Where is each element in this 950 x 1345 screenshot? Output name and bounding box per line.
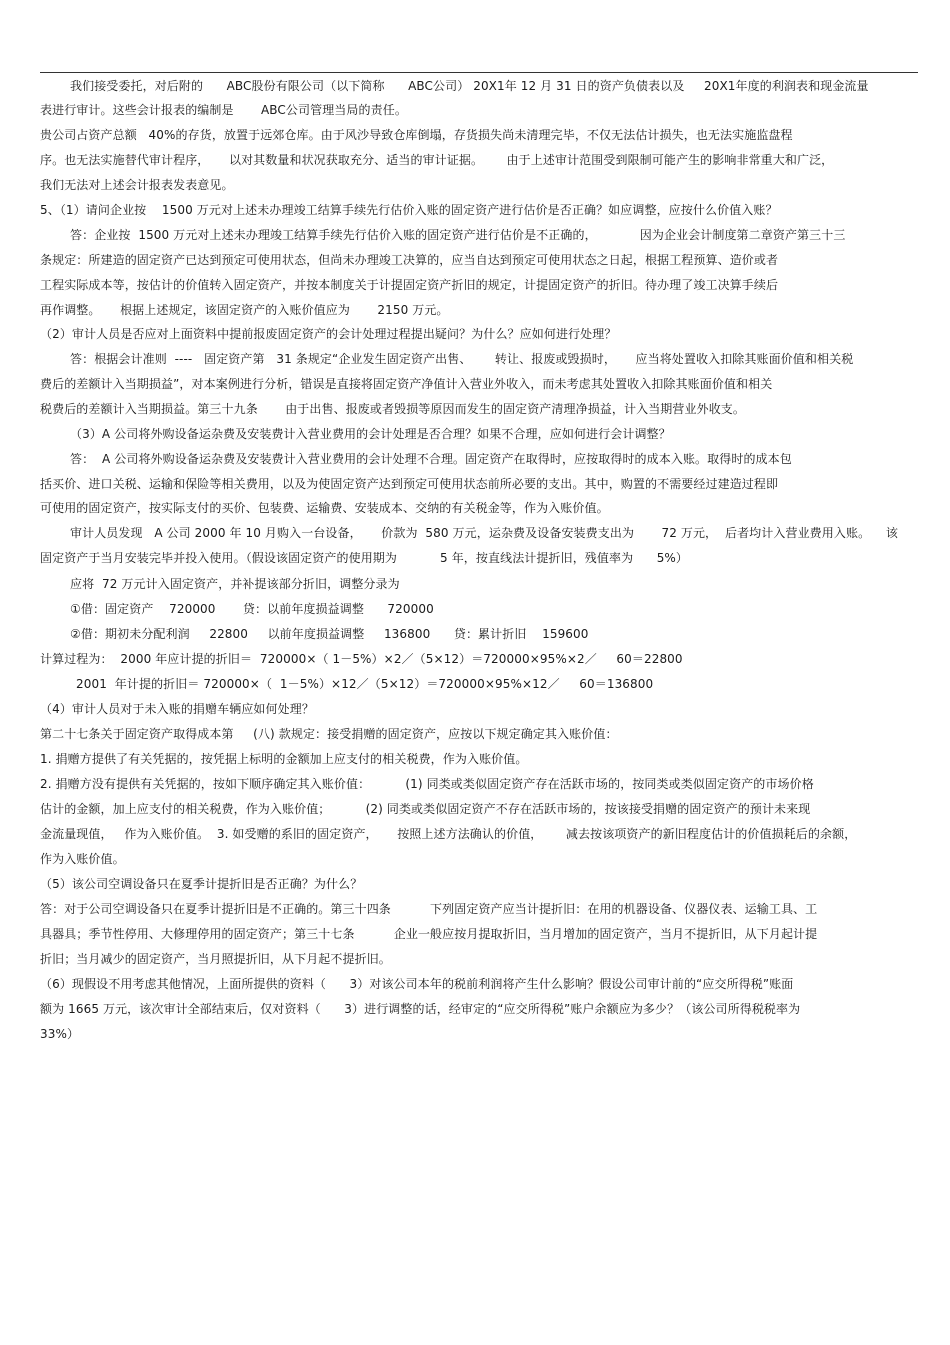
calculation-line: 计算过程为： 2000 年应计提的折旧＝ 720000×（ 1－5%）×2／（5×12）＝720000×95%×2／ 60＝22800 [40, 652, 683, 666]
text-line: 审计人员发现 A 公司 2000 年 10 月购入一台设备， 价款为 580 万元，运杂费及设备安装费支出为 72 万元， 后者均计入营业费用入账。 该 [70, 526, 898, 540]
text-line: 表进行审计。这些会计报表的编制是 ABC公司管理当局的责任。 [40, 103, 407, 117]
question-heading: （3）A 公司将外购设备运杂费及安装费计入营业费用的会计处理是否合理？如果不合理，应如何进行会计调整？ [70, 427, 671, 441]
text-line: 答： A 公司将外购设备运杂费及安装费计入营业费用的会计处理不合理。固定资产在取得时，应按取得时的成本入账。取得时的成本包 [70, 452, 792, 466]
text-line: 答：根据会计准则 ---- 固定资产第 31 条规定“企业发生固定资产出售、 转让、报废或毁损时， 应当将处置收入扣除其账面价值和相关税 [70, 352, 854, 366]
text-line: 33%） [40, 1027, 80, 1041]
text-line: 作为入账价值。 [40, 852, 125, 866]
text-line: 答：对于公司空调设备只在夏季计提折旧是不正确的。第三十四条 下列固定资产应当计提折旧：在用的机器设备、仪器仪表、运输工具、工 [40, 902, 818, 916]
question-heading: （6）现假设不用考虑其他情况，上面所提供的资料（ 3）对该公司本年的税前利润将产生什么影响？假设公司审计前的“应交所得税”账面 [40, 977, 794, 991]
journal-entry: ②借：期初未分配利润 22800 以前年度损益调整 136800 贷：累计折旧 159600 [70, 627, 589, 641]
text-line: 第二十七条关于固定资产取得成本第 (八) 款规定：接受捐赠的固定资产，应按以下规定确定其入账价值： [40, 727, 618, 741]
text-line: 固定资产于当月安装完毕并投入使用。（假设该固定资产的使用期为 5 年，按直线法计提折旧，残值率为 5%） [40, 551, 689, 565]
question-heading: （4）审计人员对于未入账的捐赠车辆应如何处理？ [40, 702, 314, 716]
text-line: 额为 1665 万元，该次审计全部结束后，仅对资料（ 3）进行调整的话，经审定的“应交所得税”账户余额应为多少？（该公司所得税税率为 [40, 1002, 801, 1016]
text-line: 贵公司占资产总额 40%的存货，放置于远郊仓库。由于风沙导致仓库倒塌，存货损失尚未清理完毕，不仅无法估计损失，也无法实施监盘程 [40, 128, 793, 142]
calculation-line: 2001 年计提的折旧＝ 720000×（ 1－5%）×12／（5×12）＝720000×95%×12／ 60＝136800 [76, 677, 654, 691]
journal-entry: ①借：固定资产 720000 贷：以前年度损益调整 720000 [70, 602, 434, 616]
text-line: 再作调整。 根据上述规定，该固定资产的入账价值应为 2150 万元。 [40, 303, 449, 317]
text-line: 1. 捐赠方提供了有关凭据的，按凭据上标明的金额加上应支付的相关税费，作为入账价值。 [40, 752, 528, 766]
text-line: 条规定：所建造的固定资产已达到预定可使用状态，但尚未办理竣工决算的，应当自达到预定可使用状态之日起，根据工程预算、造价或者 [40, 253, 779, 267]
text-line: 税费后的差额计入当期损益。第三十九条 由于出售、报废或者毁损等原因而发生的固定资产清理净损益，计入当期营业外收支。 [40, 402, 746, 416]
text-line: 具器具；季节性停用、大修理停用的固定资产；第三十七条 企业一般应按月提取折旧，当月增加的固定资产，当月不提折旧，从下月起计提 [40, 927, 818, 941]
text-line: 2. 捐赠方没有提供有关凭据的，按如下顺序确定其入账价值： (1) 同类或类似固定资产存在活跃市场的，按同类或类似固定资产的市场价格 [40, 777, 814, 791]
question-heading: 5、（1）请问企业按 1500 万元对上述未办理竣工结算手续先行估价入账的固定资产进行估价是否正确？如应调整，应按什么价值入账？ [40, 203, 778, 217]
text-line: 序。也无法实施替代审计程序， 以对其数量和状况获取充分、适当的审计证据。 由于上述审计范围受到限制可能产生的影响非常重大和广泛， [40, 153, 834, 167]
text-line: 费后的差额计入当期损益”，对本案例进行分析，错误是直接将固定资产净值计入营业外收入，而未考虑其处置收入扣除其账面价值和相关 [40, 377, 773, 391]
question-heading: （5）该公司空调设备只在夏季计提折旧是否正确？为什么？ [40, 877, 363, 891]
question-heading: （2）审计人员是否应对上面资料中提前报废固定资产的会计处理过程提出疑问？为什么？应如何进行处理？ [40, 327, 617, 341]
text-line: 金流量现值， 作为入账价值。 3. 如受赠的系旧的固定资产， 按照上述方法确认的价值， 减去按该项资产的新旧程度估计的价值损耗后的余额， [40, 827, 857, 841]
text-line: 可使用的固定资产，按实际支付的买价、包装费、运输费、安装成本、交纳的有关税金等，作为入账价值。 [40, 501, 609, 515]
text-line: 括买价、进口关税、运输和保险等相关费用，以及为使固定资产达到预定可使用状态前所必要的支出。其中，购置的不需要经过建造过程即 [40, 477, 779, 491]
text-line: 折旧；当月减少的固定资产，当月照提折旧，从下月起不提折旧。 [40, 952, 391, 966]
text-line: 我们无法对上述会计报表发表意见。 [40, 178, 234, 192]
text-line: 工程实际成本等，按估计的价值转入固定资产，并按本制度关于计提固定资产折旧的规定，计提固定资产的折旧。待办理了竣工决算手续后 [40, 278, 779, 292]
text-line: 我们接受委托，对后附的 ABC股份有限公司（以下简称 ABC公司） 20X1年 12 月 31 日的资产负债表以及 20X1年度的利润表和现金流量 [70, 79, 869, 93]
text-line: 估计的金额，加上应支付的相关税费，作为入账价值； (2) 同类或类似固定资产不存在活跃市场的，按该接受捐赠的固定资产的预计未来现 [40, 802, 811, 816]
text-line: 应将 72 万元计入固定资产，并补提该部分折旧，调整分录为 [70, 577, 400, 591]
text-line: 答：企业按 1500 万元对上述未办理竣工结算手续先行估价入账的固定资产进行估价是不正确的， 因为企业会计制度第二章资产第三十三 [70, 228, 846, 242]
